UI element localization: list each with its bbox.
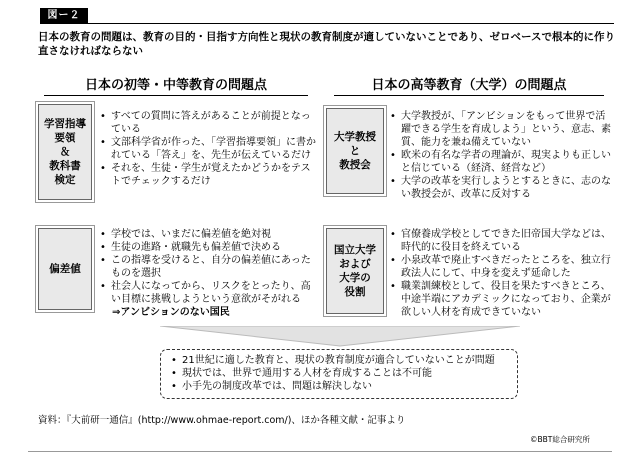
right-column-title: 日本の高等教育（大学）の問題点 <box>371 78 567 93</box>
bullet-item: • 社会人になってから、リスクをとったり、高い目標に挑戦しようという意欲がそがれる <box>100 280 318 306</box>
summary-bullet: • 小手先の制度改革では、問題は解決しない <box>171 380 511 393</box>
right-section-1-bullets <box>390 110 612 201</box>
bullet-item: • 官僚養成学校としてできた旧帝国大学などは、時代的に役目を終えている <box>390 228 612 254</box>
label-line: 偏差値 <box>49 263 81 275</box>
bullet-item: • 大学の改革を実行しようとするときに、志のない教授会が、改革に反対する <box>390 175 612 201</box>
left-section-2-bullets <box>100 228 318 319</box>
bullet-item: • 生徒の進路・就職先も偏差値で決める <box>100 241 318 254</box>
label-line: 大学の <box>339 272 371 284</box>
label-line: および <box>339 258 371 270</box>
left-section-1-bullets <box>100 110 318 188</box>
copyright-text: ©BBT総合研究所 <box>530 435 590 444</box>
summary-box <box>160 349 518 399</box>
label-line: 国立大学 <box>334 244 376 256</box>
figure-label: 図ー２ <box>40 8 88 23</box>
label-line: 学習指導 <box>44 118 86 130</box>
bullet-item: • 職業訓練校として、役目を果たすべきところ、中途半端にアカデミックになっており、企業が欲しい人材を育成できていない <box>390 280 612 319</box>
conclusion-text: ⇒アンビションのない国民 <box>112 307 230 318</box>
funnel-arrow <box>160 326 520 348</box>
label-deviation-score <box>38 228 92 310</box>
header-rule <box>40 23 614 24</box>
bullet-item: • 欧米の有名な学者の理論が、現実よりも正しいと信じている（経済、経営など） <box>390 149 612 175</box>
label-line: 教授会 <box>339 159 371 171</box>
left-column-title: 日本の初等・中等教育の問題点 <box>84 78 267 93</box>
summary-bullet: • 21世紀に適した教育と、現状の教育制度が適合していないことが問題 <box>171 354 511 367</box>
bullet-item: • すべての質問に答えがあることが前提となっている <box>100 110 318 136</box>
label-professors <box>326 108 384 194</box>
bullet-item: • 文部科学省が作った、「学習指導要領」に書かれている「答え」を、先生が伝えているだけ <box>100 136 318 162</box>
bullet-item: • この指導を受けると、自分の偏差値にあったものを選択 <box>100 254 318 280</box>
label-national-universities <box>326 228 384 314</box>
label-curriculum-textbook <box>38 104 92 200</box>
bullet-item: • 学校では、いまだに偏差値を絶対視 <box>100 228 318 241</box>
right-section-2-bullets <box>390 228 612 319</box>
summary-bullet: • 現状では、世界で通用する人材を育成することは不可能 <box>171 367 511 380</box>
label-line: 教科書 <box>49 160 81 172</box>
footer-rule <box>28 451 612 452</box>
source-text: 資料：『大前研一通信』(http://www.ohmae-report.com/)、ほか各種文献・記事より <box>38 415 406 426</box>
label-line: 検定 <box>54 174 76 186</box>
bullet-item: • 小泉改革で廃止すべきだったところを、独立行政法人にして、中身を変えず延命した <box>390 254 612 280</box>
label-line: ＆ <box>59 146 71 158</box>
left-title-underline <box>44 95 308 96</box>
label-line: と <box>349 145 361 157</box>
bullet-item: • それを、生徒・学生が覚えたかどうかをテストでチェックするだけ <box>100 162 318 188</box>
intro-text: 日本の教育の問題は、教育の目的・目指す方向性と現状の教育制度が適していないことであり、ゼロベースで根本的に作り直さなければならない <box>38 31 615 57</box>
label-line: 役割 <box>344 286 366 298</box>
right-title-underline <box>334 95 604 96</box>
label-line: 要領 <box>54 132 76 144</box>
bullet-item: • 大学教授が、「アンビションをもって世界で活躍できる学生を育成しよう」という、意志、素質、能力を兼ね備えていない <box>390 110 612 149</box>
label-line: 大学教授 <box>334 131 376 143</box>
